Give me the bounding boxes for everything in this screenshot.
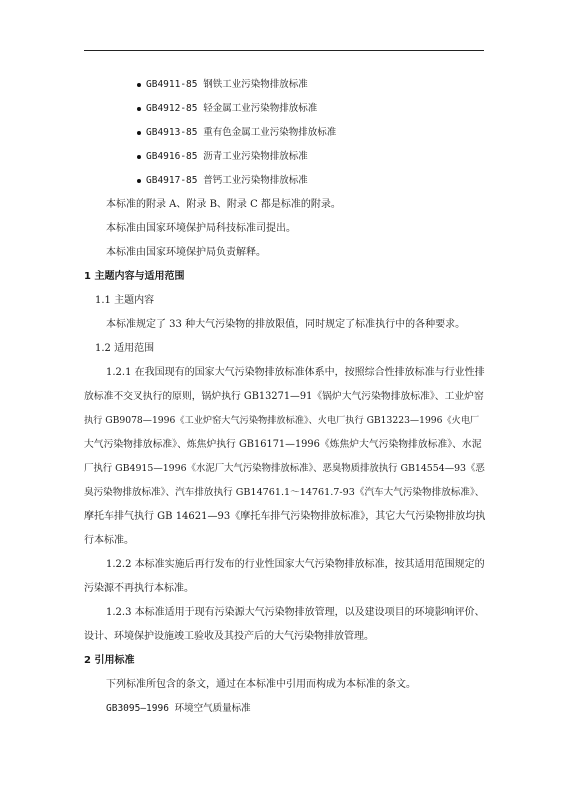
list-item: GB4917-85 普钙工业污染物排放标准 bbox=[146, 175, 308, 186]
paragraph-line: 厂执行 GB4915—1996《水泥厂大气污染物排放标准》、恶臭物质排放执行 GB14554—93《恶 bbox=[84, 463, 485, 474]
list-item: GB4912-85 轻金属工业污染物排放标准 bbox=[146, 103, 318, 114]
paragraph-line: 1.2.2 本标准实施后再行发布的行业性国家大气污染物排放标准，按其适用范围规定的 bbox=[106, 559, 485, 570]
paragraph: 下列标准所包含的条文，通过在本标准中引用而构成为本标准的条文。 bbox=[106, 679, 416, 690]
bullet-dot-icon bbox=[137, 155, 141, 159]
reference-item: GB3095—1996 环境空气质量标准 bbox=[106, 703, 251, 714]
paragraph-line: 摩托车排气执行 GB 14621—93《摩托车排气污染物排放标准》，其它大气污染物排放均执 bbox=[84, 511, 486, 522]
bullet-dot-icon bbox=[137, 179, 141, 183]
paragraph-line: 1.2.1 在我国现有的国家大气污染物排放标准体系中，按照综合性排放标准与行业性排 bbox=[106, 367, 485, 378]
subsection-heading: 1.2 适用范围 bbox=[95, 343, 155, 354]
intro-paragraph: 本标准由国家环境保护局负责解释。 bbox=[106, 247, 266, 258]
header-rule bbox=[84, 50, 484, 51]
bullet-dot-icon bbox=[137, 131, 141, 135]
bullet-dot-icon bbox=[137, 83, 141, 87]
subsection-heading: 1.1 主题内容 bbox=[95, 295, 155, 306]
intro-paragraph: 本标准由国家环境保护局科技标准司提出。 bbox=[106, 223, 296, 234]
bullet-dot-icon bbox=[137, 107, 141, 111]
section-heading: 1 主题内容与适用范围 bbox=[84, 271, 185, 282]
intro-paragraph: 本标准的附录 A、附录 B、附录 C 都是标准的附录。 bbox=[106, 199, 341, 210]
paragraph-line: 执行 GB9078—1996《工业炉窑大气污染物排放标准》、火电厂执行 GB13223—1996《火电厂 bbox=[84, 415, 480, 426]
paragraph-line: 放标准不交叉执行的原则，锅炉执行 GB13271—91《锅炉大气污染物排放标准》、工业炉窑 bbox=[84, 391, 484, 402]
paragraph-line: 设计、环境保护设施竣工验收及其投产后的大气污染物排放管理。 bbox=[84, 631, 374, 642]
paragraph-line: 行本标准。 bbox=[84, 535, 134, 546]
list-item: GB4913-85 重有色金属工业污染物排放标准 bbox=[146, 127, 337, 138]
paragraph-line: 1.2.3 本标准适用于现有污染源大气污染物排放管理，以及建设项目的环境影响评价、 bbox=[106, 607, 485, 618]
paragraph-line: 臭污染物排放标准》、汽车排放执行 GB14761.1～14761.7-93《汽车大气污染物排放标准》、 bbox=[84, 487, 485, 498]
list-item: GB4916-85 沥青工业污染物排放标准 bbox=[146, 151, 308, 162]
paragraph-line: 污染源不再执行本标准。 bbox=[84, 583, 194, 594]
paragraph: 本标准规定了 33 种大气污染物的排放限值，同时规定了标准执行中的各种要求。 bbox=[106, 319, 466, 330]
section-heading: 2 引用标准 bbox=[84, 655, 135, 666]
paragraph-line: 大气污染物排放标准》、炼焦炉执行 GB16171—1996《炼焦炉大气污染物排放标准》、水泥 bbox=[84, 439, 482, 450]
list-item: GB4911-85 钢铁工业污染物排放标准 bbox=[146, 79, 308, 90]
